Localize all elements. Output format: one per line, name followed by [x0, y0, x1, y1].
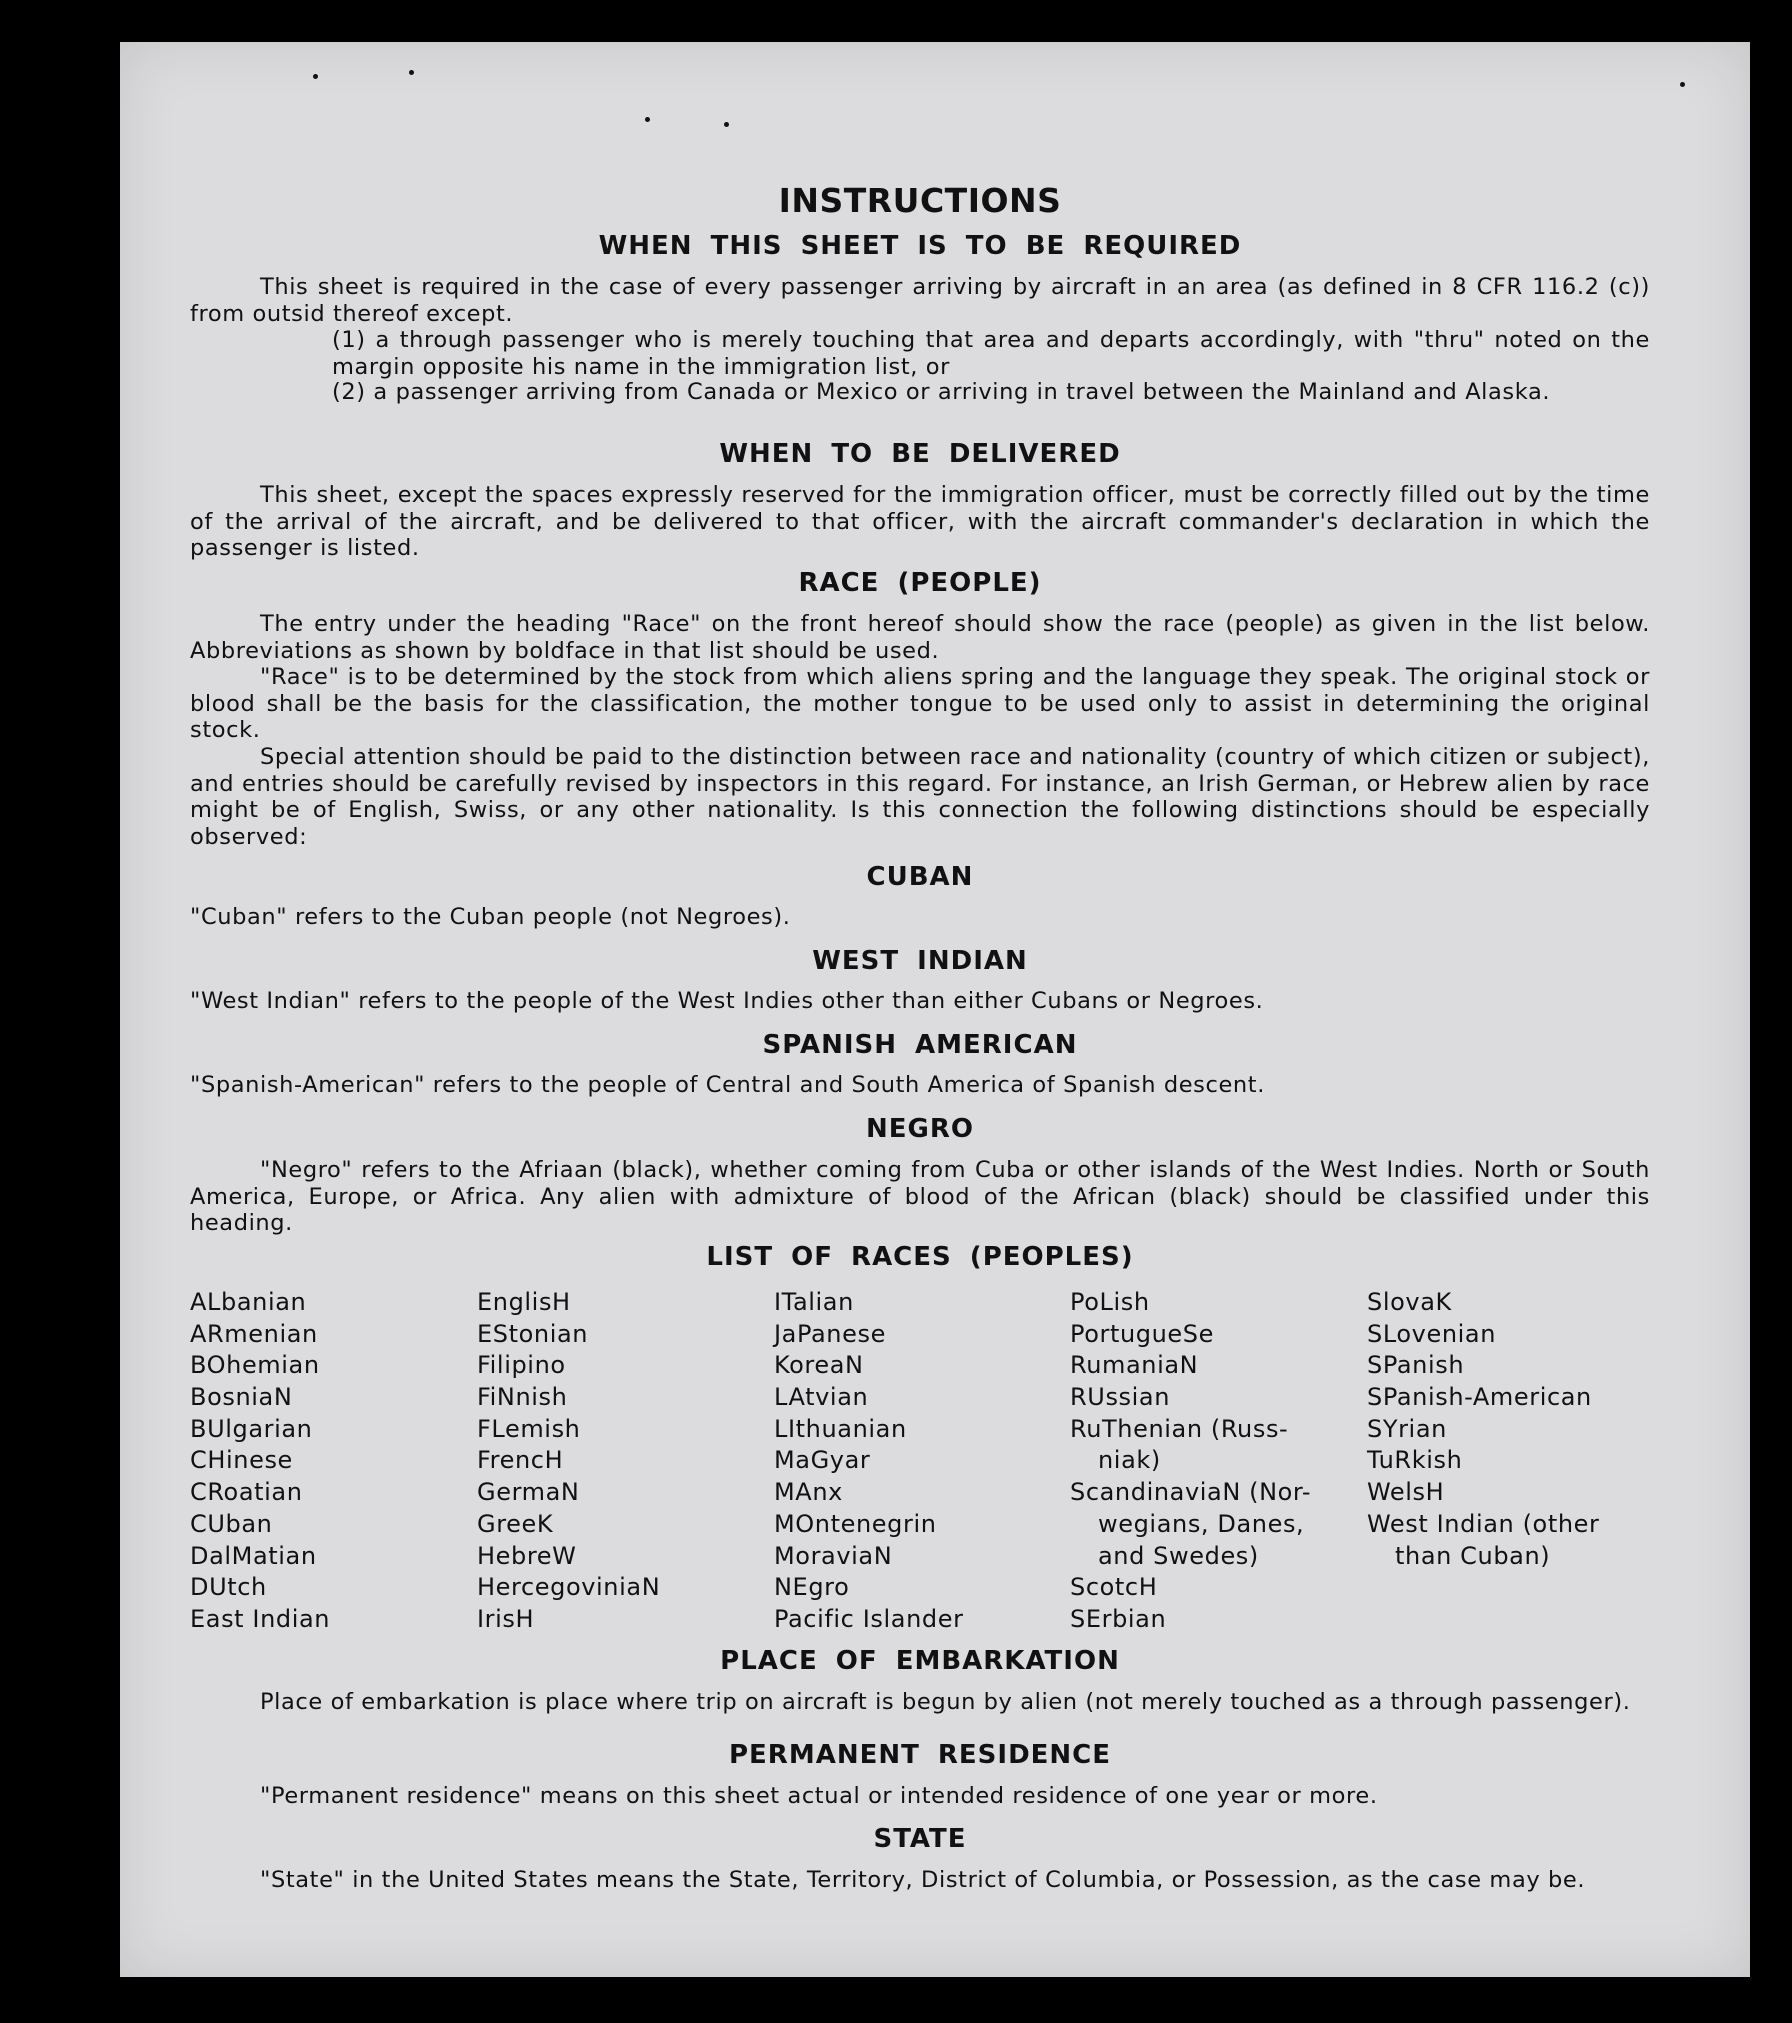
when-required-intro: This sheet is required in the case of every passenger arriving by aircraft in an area (as defined in 8 CFR 116.2 (c)) from outsid thereof except.: [190, 274, 1650, 327]
race-item: JaPanese: [774, 1319, 886, 1348]
race-item: PoLish: [1070, 1288, 1150, 1316]
speck: [645, 117, 650, 122]
item-2-text: (2) a passenger arriving from Canada or Mexico or arriving in travel between the Mainland and Alaska.: [332, 379, 1551, 405]
race-column-3: [774, 1287, 964, 1636]
race-item: FrencH: [477, 1446, 564, 1475]
heading-negro: NEGRO: [866, 1114, 974, 1144]
race-item: BosniaN: [190, 1383, 293, 1412]
residence-text: "Permanent residence" means on this sheet actual or intended residence of one year or more.: [260, 1783, 1378, 1809]
heading-west-indian: WEST INDIAN: [812, 946, 1028, 976]
race-item: KoreaN: [774, 1351, 864, 1380]
item-1-text: (1) a through passenger who is merely touching that area and departs accordingly, with "thru" noted on the margin opposite his name in the immigration list, or: [332, 327, 1650, 380]
race-item: CHinese: [190, 1446, 293, 1475]
race-item: RumaniaN: [1070, 1351, 1199, 1380]
race-item: HebreW: [477, 1541, 577, 1570]
race-column-5: [1367, 1287, 1599, 1572]
embarkation-text: Place of embarkation is place where trip on aircraft is begun by alien (not merely touched as a through passenger).: [260, 1689, 1631, 1715]
race-item: SLovenian: [1367, 1319, 1497, 1348]
race-item: CRoatian: [190, 1478, 303, 1507]
speck: [409, 70, 414, 75]
state-text: "State" in the United States means the State, Territory, District of Columbia, or Possession, as the case may be.: [260, 1867, 1586, 1893]
race-item: SPanish: [1367, 1351, 1465, 1380]
race-paragraph-2: "Race" is to be determined by the stock from which aliens spring and the language they speak. The original stock or blood shall be the basis for the classification, the mother tongue to be used only to assist in determining the original stock.: [190, 664, 1650, 743]
heading-state: STATE: [873, 1824, 967, 1854]
heading-when-delivered: WHEN TO BE DELIVERED: [719, 439, 1121, 469]
race-item: ITalian: [774, 1288, 854, 1316]
race-item: RuThenian (Russ-: [1070, 1414, 1289, 1443]
negro-text: "Negro" refers to the Afriaan (black), whether coming from Cuba or other islands of the West Indies. North or South America, Europe, or Africa. Any alien with admixture of blood of the African (black) should be classified under this heading.: [190, 1157, 1650, 1236]
race-item: CUban: [190, 1509, 273, 1538]
when-delivered-text: This sheet, except the spaces expressly reserved for the immigration officer, must be correctly filled out by the time of the arrival of the aircraft, and be delivered to that officer, with the aircraft commander's declaration in which the passenger is listed.: [190, 482, 1650, 561]
race-item: EnglisH: [477, 1288, 571, 1316]
race-item-continued: and Swedes): [1098, 1541, 1259, 1570]
race-item: SlovaK: [1367, 1288, 1452, 1316]
race-item: MoraviaN: [774, 1541, 893, 1570]
west-indian-text: "West Indian" refers to the people of the West Indies other than either Cubans or Negroes.: [190, 988, 1264, 1014]
page-title: INSTRUCTIONS: [778, 181, 1062, 220]
heading-embarkation: PLACE OF EMBARKATION: [720, 1646, 1120, 1676]
race-item-continued: than Cuban): [1395, 1541, 1551, 1570]
race-item: EStonian: [477, 1319, 589, 1348]
race-item: BOhemian: [190, 1351, 320, 1380]
race-item: ALbanian: [190, 1288, 307, 1316]
race-item: IrisH: [477, 1604, 535, 1633]
race-column-1: [190, 1287, 330, 1636]
race-item: ARmenian: [190, 1319, 318, 1348]
when-required-item-1: [332, 327, 1650, 380]
when-required-item-2: [332, 379, 1650, 406]
race-item: RUssian: [1070, 1383, 1171, 1412]
race-item: HercegoviniaN: [477, 1573, 661, 1602]
speck: [1680, 82, 1685, 87]
race-item: MaGyar: [774, 1446, 871, 1475]
race-item-continued: niak): [1098, 1446, 1161, 1475]
race-item: SPanish-American: [1367, 1383, 1592, 1412]
heading-cuban: CUBAN: [866, 862, 974, 892]
race-item-continued: wegians, Danes,: [1098, 1509, 1305, 1538]
cuban-text: "Cuban" refers to the Cuban people (not Negroes).: [190, 904, 791, 930]
heading-race: RACE (PEOPLE): [798, 568, 1042, 598]
race-item: SErbian: [1070, 1604, 1167, 1633]
race-item: East Indian: [190, 1604, 331, 1633]
spanish-american-text: "Spanish-American" refers to the people of Central and South America of Spanish descent.: [190, 1072, 1265, 1098]
race-item: Pacific Islander: [774, 1604, 964, 1633]
race-item: LIthuanian: [774, 1414, 907, 1443]
race-item: LAtvian: [774, 1383, 869, 1412]
race-item: TuRkish: [1367, 1446, 1463, 1475]
race-item: MOntenegrin: [774, 1509, 937, 1538]
race-item: ScotcH: [1070, 1573, 1158, 1602]
race-item: West Indian (other: [1367, 1509, 1600, 1538]
race-column-4: [1070, 1287, 1311, 1636]
race-item: BUlgarian: [190, 1414, 313, 1443]
race-item: FiNnish: [477, 1383, 568, 1412]
race-item: MAnx: [774, 1478, 843, 1507]
race-item: Filipino: [477, 1351, 566, 1380]
heading-when-required: WHEN THIS SHEET IS TO BE REQUIRED: [598, 231, 1242, 261]
speck: [724, 122, 729, 127]
race-item: NEgro: [774, 1573, 850, 1602]
race-item: PortugueSe: [1070, 1319, 1214, 1348]
race-column-2: [477, 1287, 660, 1636]
speck: [313, 74, 318, 79]
race-item: GreeK: [477, 1509, 554, 1538]
race-item: ScandinaviaN (Nor-: [1070, 1478, 1312, 1507]
heading-permanent-residence: PERMANENT RESIDENCE: [728, 1740, 1112, 1770]
race-item: DUtch: [190, 1573, 267, 1602]
race-paragraph-1: The entry under the heading "Race" on the front hereof should show the race (people) as given in the list below. Abbreviations as shown by boldface in that list should be used.: [190, 611, 1650, 664]
document-page: [120, 42, 1750, 1977]
heading-spanish-american: SPANISH AMERICAN: [762, 1030, 1078, 1060]
race-item: SYrian: [1367, 1414, 1447, 1443]
race-item: DalMatian: [190, 1541, 317, 1570]
race-paragraph-3: Special attention should be paid to the distinction between race and nationality (country of which citizen or subject), and entries should be carefully revised by inspectors in this regard. For instance, an Irish German, or Hebrew alien by race might be of English, Swiss, or any other nationality. Is this connection the following distinctions should be especially observed:: [190, 744, 1650, 850]
heading-list-of-races: LIST OF RACES (PEOPLES): [706, 1242, 1134, 1272]
race-item: GermaN: [477, 1478, 580, 1507]
race-item: FLemish: [477, 1414, 581, 1443]
race-item: WelsH: [1367, 1478, 1445, 1507]
